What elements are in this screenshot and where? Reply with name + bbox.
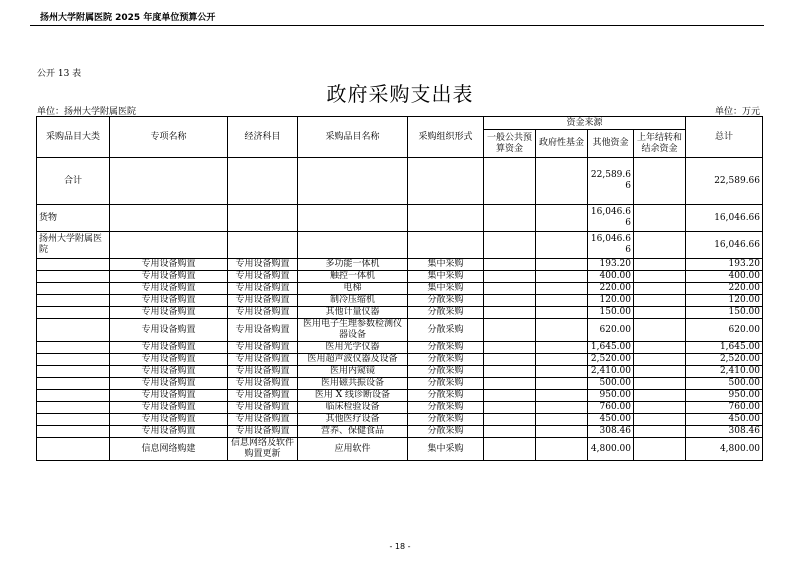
document-header: 扬州大学附属医院 2025 年度单位预算公开 xyxy=(40,13,216,23)
total-cell: 450.00 xyxy=(686,414,763,426)
col-header-source: 资金来源 xyxy=(484,117,686,130)
page-number: - 18 - xyxy=(389,542,411,551)
table-row xyxy=(37,414,763,426)
project-cell: 专用设备购置 xyxy=(110,295,228,307)
total-cell: 308.46 xyxy=(686,426,763,438)
other-cell: 120.00 xyxy=(588,295,634,307)
item-cell: 营养、保健食品 xyxy=(298,426,408,438)
item-cell: 制冷压缩机 xyxy=(298,295,408,307)
other-cell: 1,645.00 xyxy=(588,342,634,354)
other-cell: 2,520.00 xyxy=(588,354,634,366)
econ-cell: 专用设备购置 xyxy=(228,414,298,426)
col-header-category: 采购品目大类 xyxy=(37,117,110,158)
form-cell: 集中采购 xyxy=(408,438,484,461)
unit-label: 单位：扬州大学附属医院 xyxy=(37,107,137,117)
procurement-table xyxy=(36,116,763,461)
econ-cell: 专用设备购置 xyxy=(228,319,298,342)
col-header-general: 一般公共预算资金 xyxy=(484,130,536,158)
total-cell: 120.00 xyxy=(686,295,763,307)
other-cell: 308.46 xyxy=(588,426,634,438)
econ-cell: 专用设备购置 xyxy=(228,402,298,414)
table-row xyxy=(37,271,763,283)
form-cell: 分散采购 xyxy=(408,354,484,366)
total-cell: 760.00 xyxy=(686,402,763,414)
project-cell: 专用设备购置 xyxy=(110,283,228,295)
other-cell: 500.00 xyxy=(588,378,634,390)
detail-rows xyxy=(37,259,763,461)
col-header-form: 采购组织形式 xyxy=(408,117,484,158)
other-cell: 400.00 xyxy=(588,271,634,283)
project-cell: 专用设备购置 xyxy=(110,402,228,414)
other-cell: 950.00 xyxy=(588,390,634,402)
econ-cell: 专用设备购置 xyxy=(228,342,298,354)
form-cell: 分散采购 xyxy=(408,390,484,402)
category-cell: 扬州大学附属医院 xyxy=(37,232,110,259)
econ-cell: 专用设备购置 xyxy=(228,283,298,295)
table-row xyxy=(37,158,763,205)
project-cell: 专用设备购置 xyxy=(110,378,228,390)
item-cell: 医用内窥镜 xyxy=(298,366,408,378)
table-row xyxy=(37,259,763,271)
total-cell: 193.20 xyxy=(686,259,763,271)
total-cell: 22,589.66 xyxy=(686,158,763,205)
other-cell: 450.00 xyxy=(588,414,634,426)
table-row xyxy=(37,283,763,295)
table-tag: 公开 13 表 xyxy=(37,69,82,79)
form-cell: 分散采购 xyxy=(408,295,484,307)
table-row xyxy=(37,307,763,319)
table-row xyxy=(37,205,763,232)
category-cell: 合计 xyxy=(37,158,110,205)
total-cell: 620.00 xyxy=(686,319,763,342)
header-divider xyxy=(30,25,764,26)
item-cell: 应用软件 xyxy=(298,438,408,461)
item-cell: 其他计量仪器 xyxy=(298,307,408,319)
item-cell: 触控一体机 xyxy=(298,271,408,283)
project-cell: 专用设备购置 xyxy=(110,342,228,354)
form-cell: 集中采购 xyxy=(408,271,484,283)
form-cell: 分散采购 xyxy=(408,307,484,319)
other-cell: 4,800.00 xyxy=(588,438,634,461)
col-header-gov-fund: 政府性基金 xyxy=(536,130,588,158)
item-cell: 医用磁共振设备 xyxy=(298,378,408,390)
econ-cell: 专用设备购置 xyxy=(228,426,298,438)
form-cell: 分散采购 xyxy=(408,319,484,342)
total-cell: 500.00 xyxy=(686,378,763,390)
col-header-total: 总计 xyxy=(686,117,763,158)
col-header-carry: 上年结转和结余资金 xyxy=(634,130,686,158)
total-cell: 16,046.66 xyxy=(686,205,763,232)
total-cell: 4,800.00 xyxy=(686,438,763,461)
table-row xyxy=(37,426,763,438)
total-cell: 150.00 xyxy=(686,307,763,319)
project-cell: 专用设备购置 xyxy=(110,271,228,283)
table-row xyxy=(37,295,763,307)
project-cell: 专用设备购置 xyxy=(110,414,228,426)
table-row xyxy=(37,232,763,259)
econ-cell: 专用设备购置 xyxy=(228,390,298,402)
currency-unit-label: 单位：万元 xyxy=(714,107,760,117)
table-row xyxy=(37,342,763,354)
econ-cell: 专用设备购置 xyxy=(228,271,298,283)
other-cell: 620.00 xyxy=(588,319,634,342)
form-cell: 集中采购 xyxy=(408,259,484,271)
other-cell: 193.20 xyxy=(588,259,634,271)
category-cell: 货物 xyxy=(37,205,110,232)
project-cell: 专用设备购置 xyxy=(110,390,228,402)
item-cell: 电梯 xyxy=(298,283,408,295)
table-row xyxy=(37,378,763,390)
econ-cell: 信息网络及软件购置更新 xyxy=(228,438,298,461)
col-header-project: 专项名称 xyxy=(110,117,228,158)
project-cell: 专用设备购置 xyxy=(110,354,228,366)
econ-cell: 专用设备购置 xyxy=(228,259,298,271)
other-cell: 16,046.66 xyxy=(588,232,634,259)
other-cell: 2,410.00 xyxy=(588,366,634,378)
form-cell: 分散采购 xyxy=(408,342,484,354)
table-row xyxy=(37,438,763,461)
econ-cell: 专用设备购置 xyxy=(228,366,298,378)
total-cell: 1,645.00 xyxy=(686,342,763,354)
table-row xyxy=(37,402,763,414)
project-cell: 专用设备购置 xyxy=(110,366,228,378)
total-cell: 16,046.66 xyxy=(686,232,763,259)
econ-cell: 专用设备购置 xyxy=(228,295,298,307)
total-cell: 220.00 xyxy=(686,283,763,295)
project-cell: 专用设备购置 xyxy=(110,307,228,319)
table-row xyxy=(37,319,763,342)
item-cell: 医用光学仪器 xyxy=(298,342,408,354)
project-cell: 信息网络购建 xyxy=(110,438,228,461)
other-cell: 22,589.66 xyxy=(588,158,634,205)
econ-cell: 专用设备购置 xyxy=(228,378,298,390)
page-title: 政府采购支出表 xyxy=(326,82,474,106)
project-cell: 专用设备购置 xyxy=(110,426,228,438)
total-cell: 2,410.00 xyxy=(686,366,763,378)
total-cell: 950.00 xyxy=(686,390,763,402)
project-cell: 专用设备购置 xyxy=(110,259,228,271)
item-cell: 医用电子生理参数检测仪器设备 xyxy=(298,319,408,342)
col-header-econ: 经济科目 xyxy=(228,117,298,158)
project-cell: 专用设备购置 xyxy=(110,319,228,342)
table-row xyxy=(37,354,763,366)
col-header-item: 采购品目名称 xyxy=(298,117,408,158)
form-cell: 集中采购 xyxy=(408,283,484,295)
econ-cell: 专用设备购置 xyxy=(228,354,298,366)
total-cell: 2,520.00 xyxy=(686,354,763,366)
form-cell: 分散采购 xyxy=(408,378,484,390)
item-cell: 临床检验设备 xyxy=(298,402,408,414)
form-cell: 分散采购 xyxy=(408,366,484,378)
total-cell: 400.00 xyxy=(686,271,763,283)
other-cell: 16,046.66 xyxy=(588,205,634,232)
col-header-other: 其他资金 xyxy=(588,130,634,158)
table-row xyxy=(37,366,763,378)
form-cell: 分散采购 xyxy=(408,402,484,414)
other-cell: 220.00 xyxy=(588,283,634,295)
other-cell: 150.00 xyxy=(588,307,634,319)
item-cell: 医用超声波仪器及设备 xyxy=(298,354,408,366)
other-cell: 760.00 xyxy=(588,402,634,414)
econ-cell: 专用设备购置 xyxy=(228,307,298,319)
item-cell: 多功能一体机 xyxy=(298,259,408,271)
form-cell: 分散采购 xyxy=(408,414,484,426)
item-cell: 其他医疗设备 xyxy=(298,414,408,426)
item-cell: 医用 X 线诊断设备 xyxy=(298,390,408,402)
form-cell: 分散采购 xyxy=(408,426,484,438)
table-row xyxy=(37,390,763,402)
